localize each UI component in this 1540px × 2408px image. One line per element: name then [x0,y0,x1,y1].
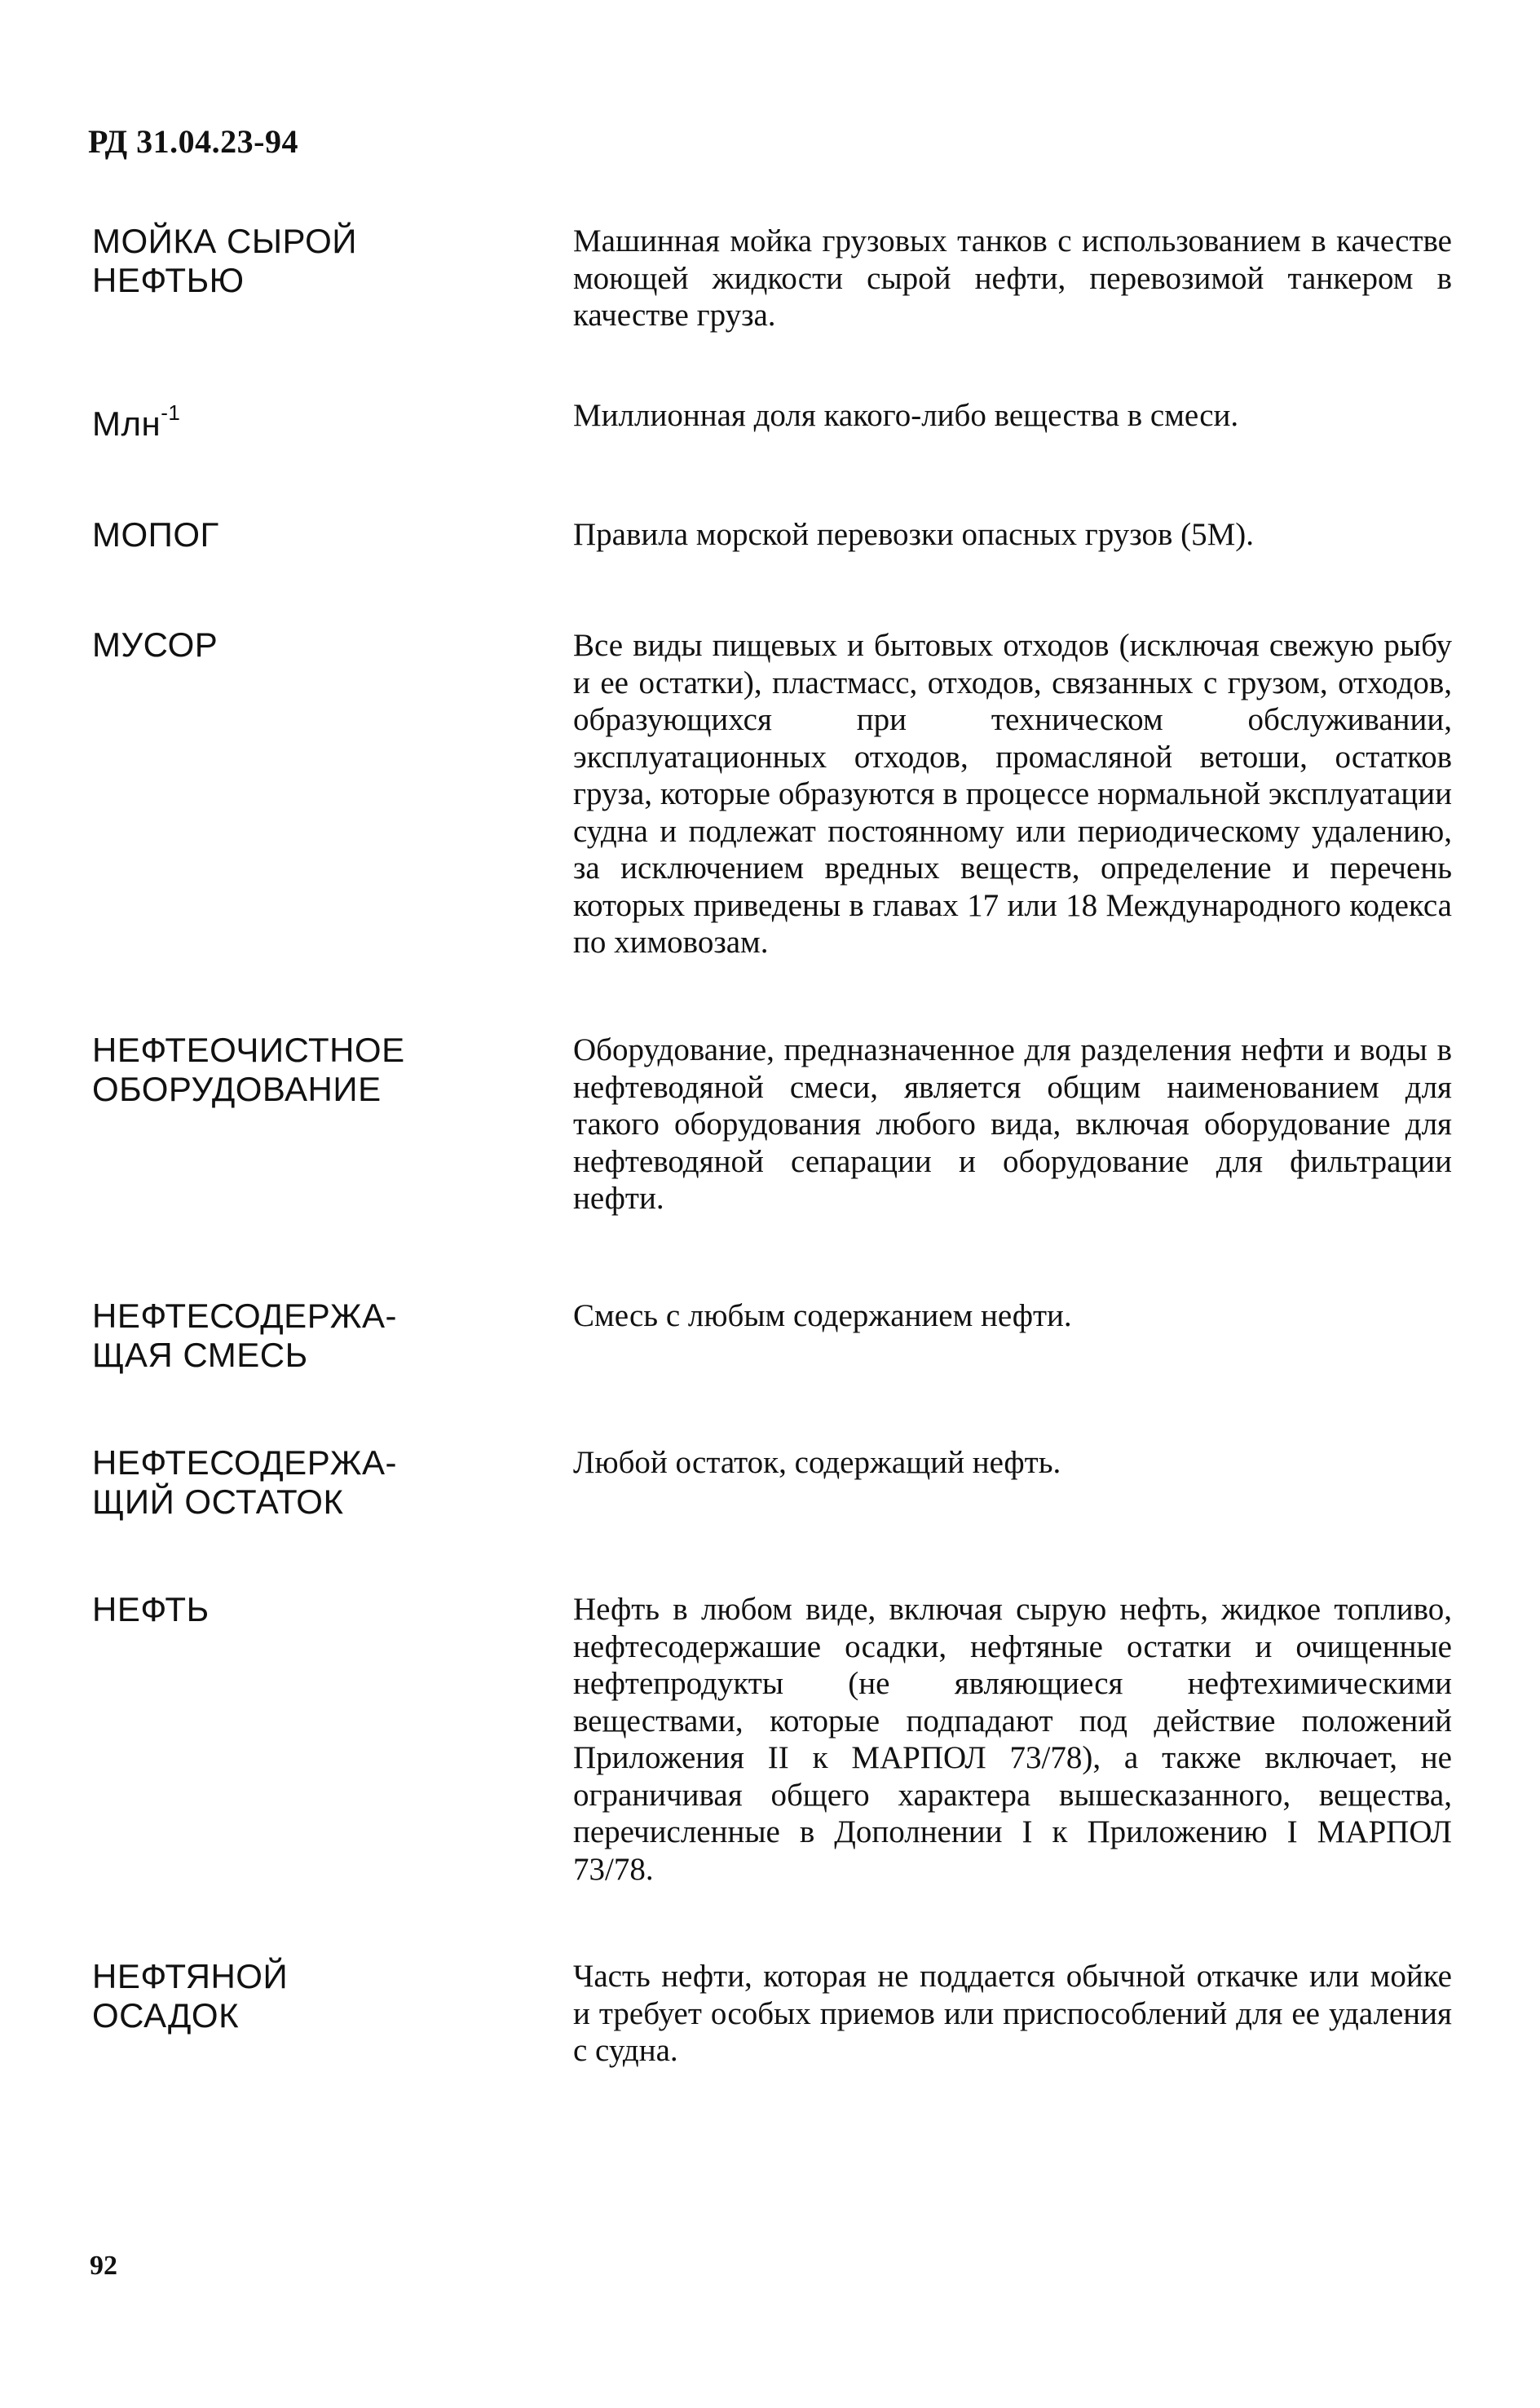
glossary-definition: Оборудование, предназначенное для разделения нефти и воды в нефтеводяной смеси, является общим наименованием для такого оборудования любого вида, включая оборудование для нефтеводяной сепарации и оборудование для фильтрации нефти. [573,1032,1452,1216]
glossary-definition: Смесь с любым содержанием нефти. [573,1298,1072,1333]
glossary-definition: Нефть в любом виде, включая сырую нефть, жидкое топливо, нефтесодержашие осадки, нефтяные остатки и очищенные нефтепродукты (не являющиеся нефтехимическими веществами, которые подпадают под действие положений Приложения II к МАРПОЛ 73/78), а также включает, не ограничивая общего характера вышесказанного, вещества, перечисленные в Дополнении I к Приложению I МАРПОЛ 73/78. [573,1592,1452,1887]
glossary-term: НЕФТЕСОДЕРЖА- ЩАЯ СМЕСЬ [92,1297,398,1374]
glossary-definition: Все виды пищевых и бытовых отходов (исключая свежую рыбу и ее остатки), пластмасс, отходов, связанных с грузом, отходов, образующихся при техническом обслуживании, эксплуатационных отходов, промасляной ветоши, остатков груза, которые образуются в процессе нормальной эксплуатации судна и подлежат постоянному или периодическому удалению, за исключением вредных веществ, определение и перечень которых приведены в главах 17 или 18 Международного кодекса по химовозам. [573,628,1452,960]
glossary-term: МОЙКА СЫРОЙ НЕФТЬЮ [92,222,357,299]
glossary-term [92,396,516,444]
glossary-term: МОПОГ [92,515,219,554]
glossary-term-text: Млн [92,404,161,443]
glossary-term: НЕФТЕОЧИСТНОЕ ОБОРУДОВАНИЕ [92,1031,405,1108]
glossary-definition: Правила морской перевозки опасных грузов (5М). [573,517,1255,552]
page-number: 92 [90,2251,117,2281]
document-code-header: РД 31.04.23-94 [88,123,298,160]
glossary-term: НЕФТЕСОДЕРЖА- ЩИЙ ОСТАТОК [92,1443,398,1521]
glossary-term: МУСОР [92,625,218,664]
glossary-term: НЕФТЬ [92,1590,210,1628]
glossary-term: НЕФТЯНОЙ ОСАДОК [92,1957,289,2035]
glossary-definition: Любой остаток, содержащий нефть. [573,1445,1061,1480]
glossary-definition: Машинная мойка грузовых танков с использованием в качестве моющей жидкости сырой нефти, перевозимой танкером в качестве груза. [573,223,1452,333]
glossary-definition: Миллионная доля какого-либо вещества в смеси. [573,398,1239,433]
glossary-term-superscript: -1 [161,400,181,425]
glossary-definition: Часть нефти, которая не поддается обычной откачке или мойке и требует особых приемов или приспособлений для ее удаления с судна. [573,1959,1452,2068]
